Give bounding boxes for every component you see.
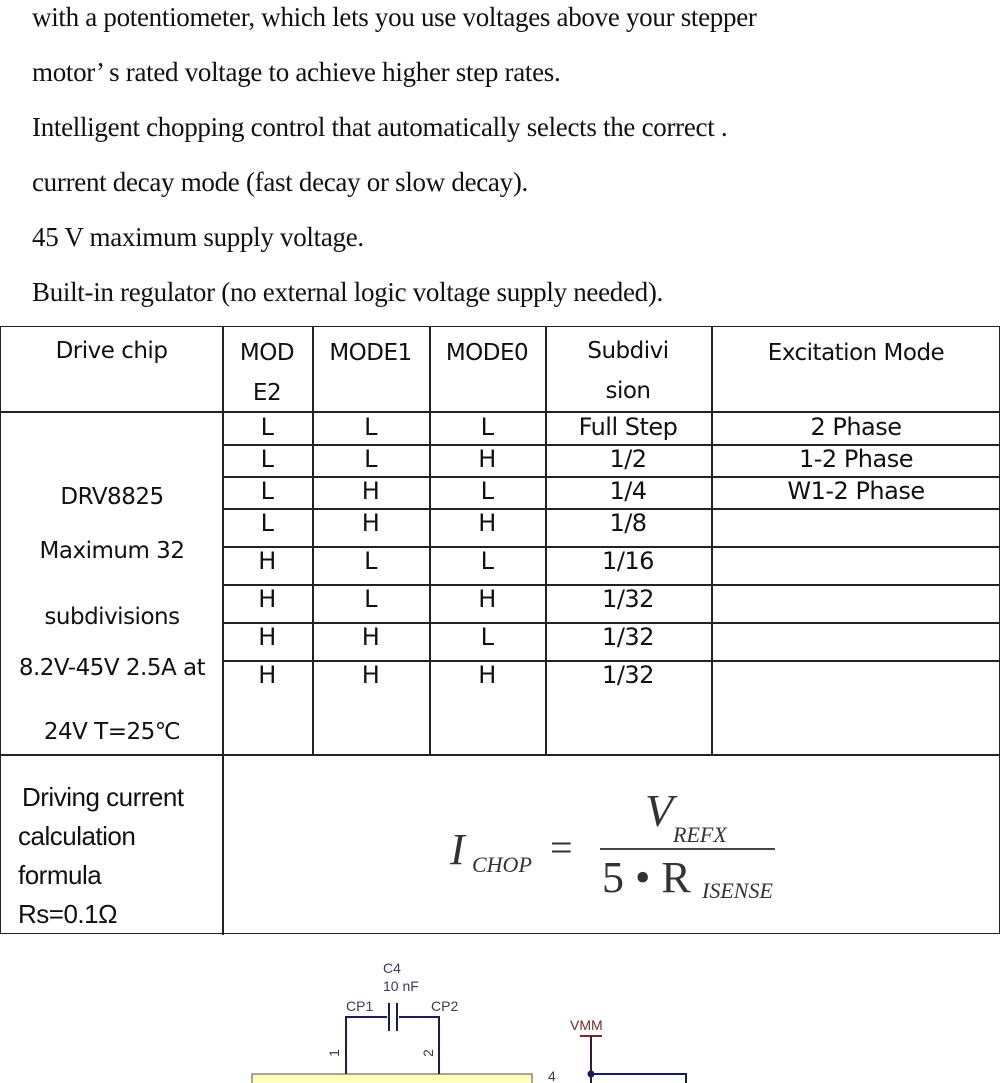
schematic-wiring	[0, 940, 1000, 1083]
cell-subdivision: 1/16	[602, 547, 654, 575]
header-excitation-mode: Excitation Mode	[767, 340, 945, 366]
cell-mode0: H	[478, 445, 496, 473]
chip-description-line: Maximum 32	[39, 538, 185, 564]
cell-excitation: W1-2 Phase	[787, 477, 925, 505]
fraction-bar	[600, 848, 775, 850]
header-drive-chip: Drive chip	[55, 338, 168, 364]
header-mode2	[222, 333, 312, 413]
pin-cp2-label: CP2	[431, 998, 459, 1014]
formula-numerator-subscript: REFX	[673, 822, 727, 847]
paragraph-line: motor’ s rated voltage to achieve higher step rates.	[32, 57, 561, 87]
paragraph-line: current decay mode (fast decay or slow decay).	[32, 167, 528, 197]
formula-label-line: formula	[18, 860, 102, 890]
cell-mode2: L	[260, 509, 274, 537]
header-subdivision-line2: sion	[605, 378, 651, 404]
formula-label-line: calculation	[18, 821, 136, 851]
cell-mode0: L	[480, 413, 494, 441]
header-mode1: MODE1	[329, 340, 412, 366]
formula-denominator: 5 • R	[602, 853, 691, 902]
table-divider	[711, 327, 713, 755]
cell-mode0: L	[480, 547, 494, 575]
cell-mode0: L	[480, 623, 494, 651]
chip-description-line: DRV8825	[60, 484, 164, 510]
formula-label-line: Rs=0.1Ω	[18, 899, 118, 929]
pin-cp1-label: CP1	[346, 998, 374, 1014]
cell-subdivision: 1/32	[602, 661, 654, 689]
cell-subdivision: Full Step	[578, 413, 678, 441]
formula-lhs: I	[450, 825, 465, 874]
formula-equals: =	[550, 825, 573, 870]
paragraph-line: Built-in regulator (no external logic voltage supply needed).	[32, 277, 664, 307]
header-mode2-line1: MOD	[239, 340, 295, 366]
cell-mode1: H	[361, 477, 380, 505]
cell-mode2: H	[258, 585, 276, 613]
cell-mode1: L	[364, 585, 377, 613]
chip-description	[1, 467, 223, 767]
pin-2-number: 2	[419, 1049, 436, 1057]
chip-description-line: subdivisions	[44, 604, 180, 630]
cell-mode0: L	[480, 477, 494, 505]
pin-1-number: 1	[325, 1049, 342, 1057]
paragraph-line: Intelligent chopping control that automatically selects the correct .	[32, 112, 728, 142]
cell-mode0: H	[478, 661, 496, 689]
cell-subdivision: 1/2	[609, 445, 647, 473]
cell-mode1: L	[364, 445, 377, 473]
paragraph-line: with a potentiometer, which lets you use voltages above your stepper	[32, 2, 757, 32]
cell-subdivision: 1/4	[609, 477, 647, 505]
cell-mode1: L	[364, 547, 377, 575]
paragraph-line: 45 V maximum supply voltage.	[32, 222, 364, 252]
formula-label	[18, 778, 184, 934]
cell-subdivision: 1/32	[602, 623, 654, 651]
cell-mode1: H	[361, 661, 380, 689]
cell-excitation: 2 Phase	[810, 413, 902, 441]
header-mode2-line2: E2	[252, 380, 282, 406]
cell-mode2: H	[258, 547, 276, 575]
formula-numerator: V	[645, 785, 674, 836]
pin-4-number: 4	[548, 1068, 556, 1083]
header-subdivision	[545, 331, 711, 411]
capacitor-value-label: 10 nF	[383, 978, 419, 994]
cell-mode2: L	[260, 445, 274, 473]
formula-lhs-subscript: CHOP	[472, 852, 532, 877]
cell-subdivision: 1/8	[609, 509, 647, 537]
cell-subdivision: 1/32	[602, 585, 654, 613]
schematic-diagram	[0, 940, 1000, 1083]
capacitor-name-label: C4	[383, 960, 401, 976]
cell-mode2: L	[260, 477, 274, 505]
vmm-supply-label: VMM	[570, 1017, 603, 1033]
cell-excitation: 1-2 Phase	[799, 445, 913, 473]
header-mode0: MODE0	[445, 340, 529, 366]
cell-mode0: H	[478, 585, 496, 613]
formula-label-line: Driving current	[22, 782, 184, 812]
cell-mode1: H	[361, 509, 380, 537]
formula-denominator-subscript: ISENSE	[702, 878, 773, 903]
cell-mode1: L	[364, 413, 377, 441]
cell-mode2: L	[260, 413, 274, 441]
cell-mode2: H	[258, 661, 276, 689]
cell-mode2: H	[258, 623, 276, 651]
cell-mode1: H	[361, 623, 380, 651]
cell-mode0: H	[478, 509, 496, 537]
chip-description-line: 8.2V-45V 2.5A at	[18, 655, 206, 681]
chip-description-line: 24V T=25℃	[43, 719, 181, 745]
current-formula	[450, 785, 790, 903]
header-subdivision-line1: Subdivi	[587, 338, 669, 364]
